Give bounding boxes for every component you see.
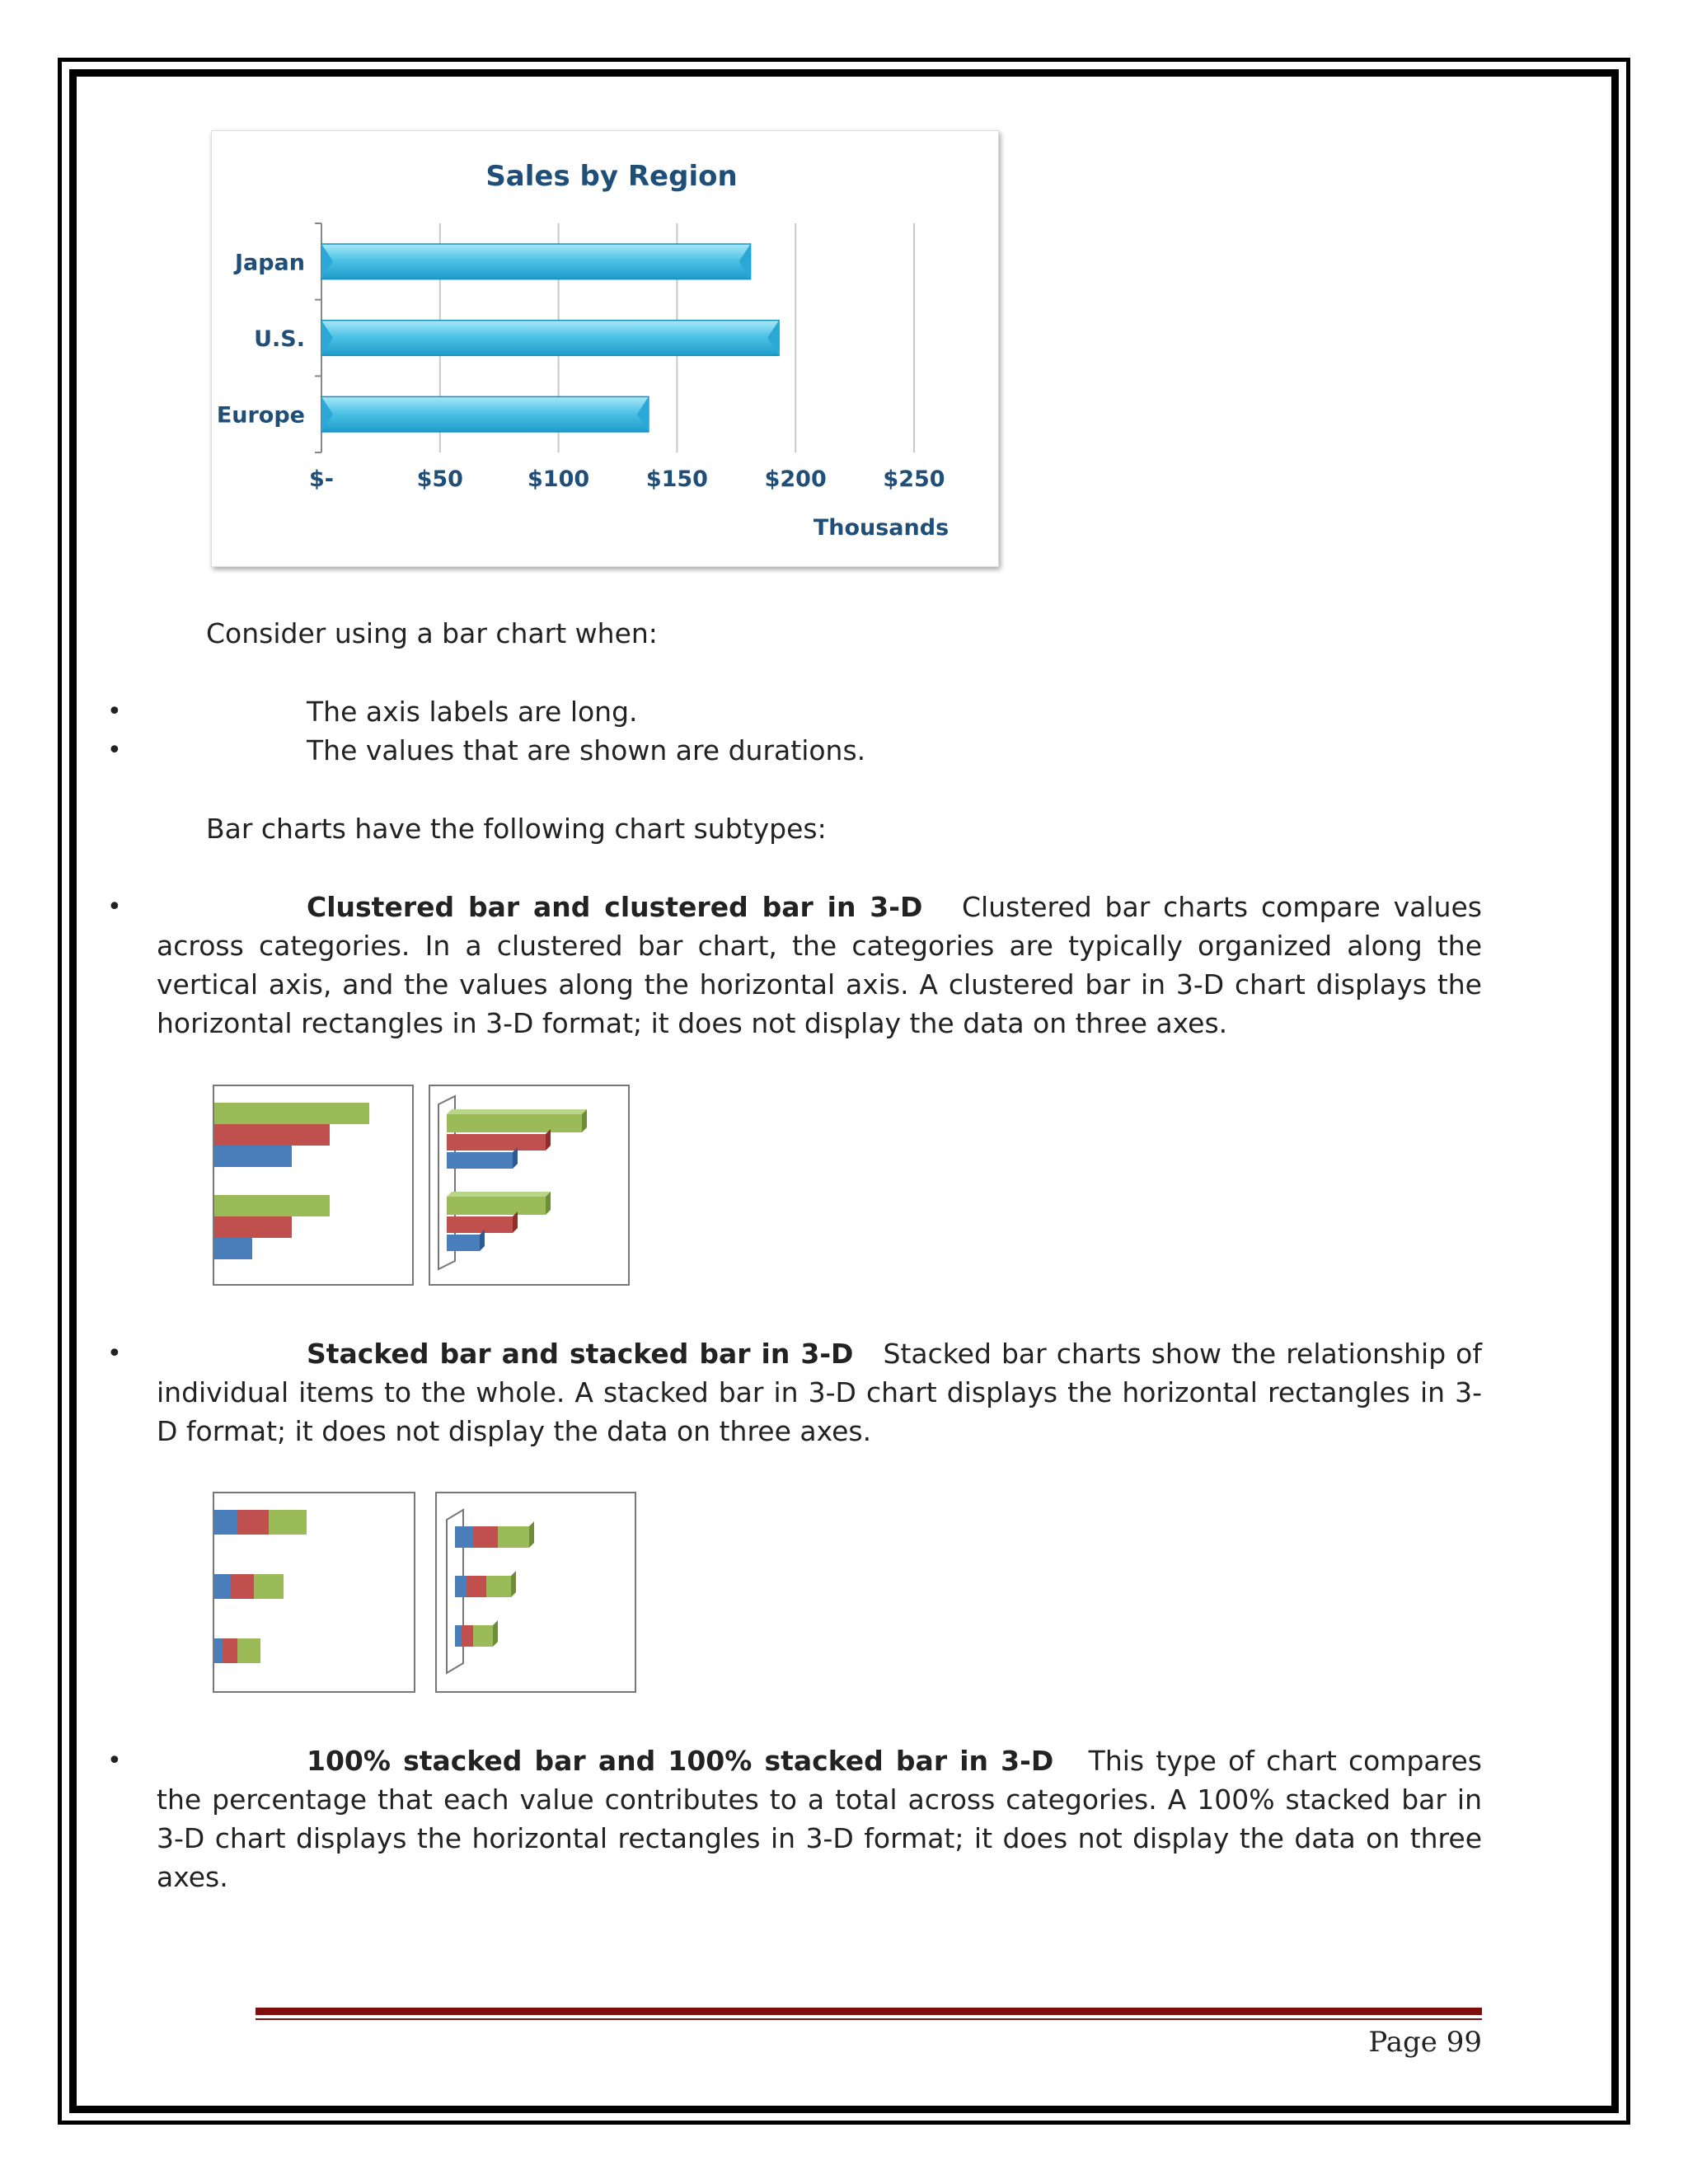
sales-chart: [211, 130, 999, 567]
thumb-bar-side: [529, 1521, 534, 1548]
thumb-bar: [237, 1510, 269, 1535]
subtype-text: This type of chart compares the percentage that each value contributes to a total across categories. A 100% stacked bar in 3-D chart displays the horizontal rectangles in 3-D format; it does not display the data on three axes.: [157, 1745, 1482, 1893]
stacked-bar-3d-svg: [437, 1493, 635, 1691]
when-item: The values that are shown are durations.: [307, 734, 866, 766]
thumb-bar: [214, 1238, 252, 1259]
thumb-bar: [486, 1576, 511, 1597]
bullet-dot: •: [107, 1746, 122, 1775]
thumb-bar: [214, 1510, 237, 1535]
page-number: Page 99: [1368, 2026, 1482, 2059]
bullet-dot: •: [107, 736, 122, 765]
stacked-bar-svg: [214, 1493, 414, 1691]
subtype-text: Stacked bar charts show the relationship of individual items to the whole. A stacked bar in 3-D chart displays the horizontal rectangles in 3-D format; it does not display the data on three axes.: [157, 1338, 1482, 1447]
thumb-bar: [473, 1625, 493, 1647]
thumb-bar: [447, 1216, 513, 1233]
thumb-bar: [214, 1146, 292, 1167]
thumb-bar: [447, 1114, 582, 1132]
thumb-bar: [455, 1526, 473, 1548]
x-axis-label: Thousands: [813, 515, 950, 541]
subtypes-intro: Bar charts have the following chart subtypes:: [206, 813, 827, 845]
thumb-bar: [231, 1574, 254, 1599]
thumb-bar: [447, 1134, 546, 1151]
category-label: U.S.: [254, 326, 305, 352]
subtype-title: Stacked bar and stacked bar in 3-D: [307, 1338, 854, 1370]
x-tick-label: $150: [645, 466, 708, 492]
clustered-bar-3d-thumbnail: [429, 1085, 630, 1286]
intro-text: Consider using a bar chart when:: [206, 617, 658, 649]
thumb-bar: [237, 1638, 260, 1663]
subtype-title: Clustered bar and clustered bar in 3-D: [307, 891, 923, 923]
when-item: The axis labels are long.: [307, 696, 638, 728]
x-tick-label: $50: [416, 466, 463, 492]
subtype-title: 100% stacked bar and 100% stacked bar in 3-D: [307, 1745, 1054, 1777]
footer-rule: [256, 2008, 1482, 2015]
subtype-text: Clustered bar charts compare values across categories. In a clustered bar chart, the categories are typically organized along the vertical axis, and the values along the horizontal axis. A clustered bar in 3-D chart displays the horizontal rectangles in 3-D format; it does not display the data on three axes.: [157, 891, 1482, 1039]
thumb-bar: [455, 1625, 462, 1647]
thumb-bar: [462, 1625, 473, 1647]
x-tick-label: $250: [883, 466, 945, 492]
thumb-bar: [214, 1124, 330, 1146]
thumb-bar: [269, 1510, 307, 1535]
x-tick-label: $200: [764, 466, 827, 492]
sales-chart-svg: [212, 131, 998, 566]
x-tick-label: $100: [528, 466, 590, 492]
thumb-bar: [467, 1576, 486, 1597]
clustered-bar-svg: [214, 1086, 412, 1284]
thumb-bar: [214, 1195, 330, 1216]
category-label: Europe: [216, 402, 305, 429]
thumb-bar: [214, 1574, 231, 1599]
clustered-bar-3d-svg: [430, 1086, 628, 1284]
chart-title: Sales by Region: [485, 160, 738, 193]
thumb-bar: [498, 1526, 529, 1548]
thumb-bar: [223, 1638, 237, 1663]
subtype-100-stacked: [157, 1741, 1482, 1896]
x-tick-label: $-: [309, 466, 334, 492]
thumb-bar: [455, 1576, 467, 1597]
bullet-dot: •: [107, 893, 122, 921]
thumb-bar: [214, 1638, 223, 1663]
thumb-bar: [214, 1103, 369, 1124]
footer-rule-thin: [256, 2018, 1482, 2020]
bullet-dot: •: [107, 1339, 122, 1368]
category-label: Japan: [234, 250, 305, 276]
thumb-bar-side: [511, 1571, 516, 1597]
thumb-bar: [473, 1526, 498, 1548]
thumb-bar: [214, 1216, 292, 1238]
bar-us: [321, 321, 779, 356]
clustered-bar-thumbnail: [213, 1085, 414, 1286]
thumb-bar-side: [493, 1620, 498, 1647]
thumb-bar-top: [447, 1109, 587, 1114]
stacked-bar-3d-thumbnail: [435, 1492, 636, 1693]
bar-japan: [321, 244, 751, 279]
subtype-clustered: [157, 888, 1482, 1043]
subtype-stacked: [157, 1334, 1482, 1451]
thumb-bar: [447, 1235, 480, 1251]
thumb-bar: [447, 1197, 546, 1215]
thumb-bar: [254, 1574, 284, 1599]
bar-europe: [321, 396, 649, 432]
thumb-bar-top: [447, 1192, 551, 1197]
stacked-bar-thumbnail: [213, 1492, 415, 1693]
thumb-bar: [447, 1152, 513, 1169]
bullet-dot: •: [107, 697, 122, 726]
